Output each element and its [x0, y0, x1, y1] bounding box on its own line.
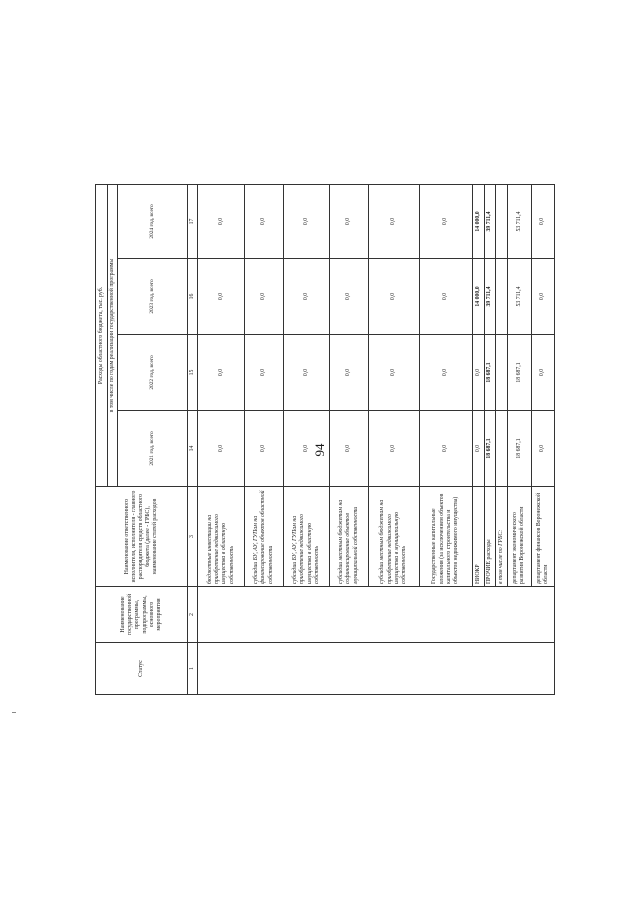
- row-value: 0,0: [283, 411, 330, 487]
- row-value: 0,0: [419, 411, 472, 487]
- row-value: 18 687,1: [484, 411, 496, 487]
- row-value: 0,0: [531, 335, 554, 411]
- row-label: субсидии БУ, АУ, ГУПам на финансирование объектов областной собственности: [245, 487, 283, 587]
- row-value-empty: [496, 259, 508, 335]
- header-expenses-group: Расходы областного бюджета, тыс. руб.: [96, 185, 108, 487]
- row-label: субсидии местным бюджетам на приобретение недвижимого имущества в муниципальную собственность: [368, 487, 419, 587]
- rotated-table-frame: [95, 185, 555, 695]
- header-years-subgroup: в том числе по годам реализации государственной программы: [108, 185, 118, 487]
- row-value: 0,0: [330, 259, 368, 335]
- rotated-table-wrapper: [95, 185, 555, 695]
- header-year-2021: 2021 год, всего: [118, 411, 188, 487]
- header-year-2024: 2024 год, всего: [118, 185, 188, 259]
- row-value: 0,0: [330, 411, 368, 487]
- row-value-empty: [496, 185, 508, 259]
- row-value: 0,0: [245, 335, 283, 411]
- header-status: Статус: [96, 643, 188, 695]
- row-label: в том числе по ГРБС:: [496, 487, 508, 587]
- row-value: 14 000,0: [473, 259, 485, 335]
- row-value: 0,0: [368, 185, 419, 259]
- row-value: 0,0: [198, 335, 245, 411]
- budget-table: [95, 184, 555, 695]
- row-value: 0,0: [245, 411, 283, 487]
- col-number: 2: [188, 587, 198, 643]
- header-program: Наименование государственной программы, подпрограммы, основного мероприятия: [96, 587, 188, 643]
- row-value: 0,0: [330, 335, 368, 411]
- row-value: 0,0: [531, 259, 554, 335]
- row-label: субсидии местным бюджетам на софинансирование объектов муниципальной собственности: [330, 487, 368, 587]
- program-cell-empty: [198, 587, 555, 643]
- row-value: 0,0: [368, 259, 419, 335]
- row-value: 0,0: [283, 335, 330, 411]
- row-value: 39 711,4: [484, 185, 496, 259]
- row-value: 0,0: [198, 411, 245, 487]
- scan-mark: [12, 712, 16, 713]
- row-label: ПРОЧИЕ расходы: [484, 487, 496, 587]
- row-value: 0,0: [245, 259, 283, 335]
- row-value: 0,0: [198, 185, 245, 259]
- col-number: 17: [188, 185, 198, 259]
- col-number: 16: [188, 259, 198, 335]
- row-value: 0,0: [531, 411, 554, 487]
- row-value: 0,0: [368, 335, 419, 411]
- row-value-empty: [496, 411, 508, 487]
- row-value: 0,0: [419, 185, 472, 259]
- row-value: 0,0: [419, 335, 472, 411]
- row-label: Государственные капитальные вложения (за исключением объектов капитального строительства и объектов недвижимого имущества): [419, 487, 472, 587]
- row-label: департамент финансов Воронежской области: [531, 487, 554, 587]
- row-value: 0,0: [531, 185, 554, 259]
- row-value-empty: [496, 335, 508, 411]
- row-value: 0,0: [330, 185, 368, 259]
- col-number: 14: [188, 411, 198, 487]
- col-number: 15: [188, 335, 198, 411]
- col-number: 1: [188, 643, 198, 695]
- row-value: 18 687,1: [508, 335, 531, 411]
- row-value: 0,0: [283, 185, 330, 259]
- row-value: 0,0: [245, 185, 283, 259]
- header-year-2022: 2022 год, всего: [118, 335, 188, 411]
- header-year-2023: 2023 год, всего: [118, 259, 188, 335]
- row-value: 53 711,4: [508, 259, 531, 335]
- row-value: 18 687,1: [484, 335, 496, 411]
- row-value: 0,0: [419, 259, 472, 335]
- col-number: 3: [188, 487, 198, 587]
- row-value: 18 687,1: [508, 411, 531, 487]
- row-value: 0,0: [368, 411, 419, 487]
- row-value: 0,0: [473, 335, 485, 411]
- row-label: НИОКР: [473, 487, 485, 587]
- page-number: 94: [312, 443, 327, 457]
- row-label: бюджетные инвестиции на приобретение недвижимого имущества в областную собственность: [198, 487, 245, 587]
- header-executor: Наименование ответственного исполнителя, исполнителя - главного распорядителя средств областного бюджета (далее - ГРБС), наименование статей расходов: [96, 487, 188, 587]
- row-label: департамент экономического развития Воронежской области: [508, 487, 531, 587]
- row-value: 53 711,4: [508, 185, 531, 259]
- row-value: 0,0: [198, 259, 245, 335]
- status-cell-empty: [198, 643, 555, 695]
- row-value: 39 711,4: [484, 259, 496, 335]
- row-value: 14 000,0: [473, 185, 485, 259]
- row-value: 0,0: [283, 259, 330, 335]
- row-value: 0,0: [473, 411, 485, 487]
- row-label: субсидии БУ, АУ, ГУПам на приобретение недвижимого имущества в областную собственность: [283, 487, 330, 587]
